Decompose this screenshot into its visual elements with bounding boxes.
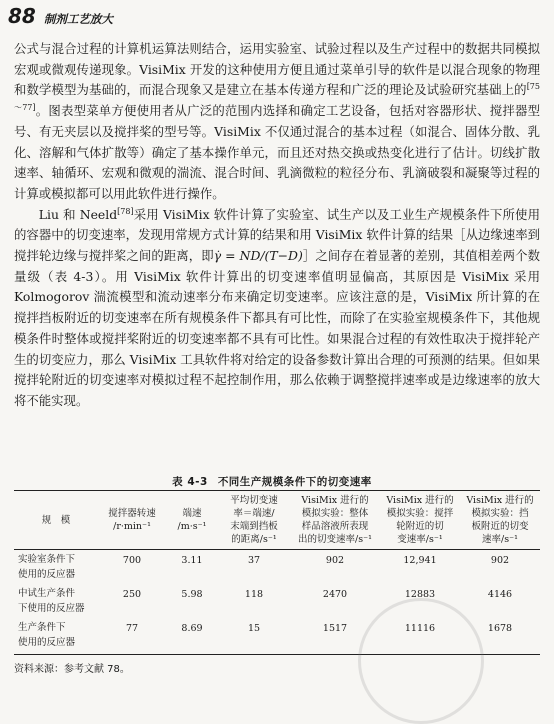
watermark-seal	[358, 598, 484, 724]
table-cell: 700	[122, 555, 142, 566]
table-cell: 12,941	[403, 555, 437, 566]
col-header: VisiMix 进行的 模拟实验：整体 样品溶液所表现 出的切变速率/s⁻¹	[290, 491, 380, 550]
table-cell: 15	[218, 618, 290, 655]
shear-rate-formula: γ̇ = ND/(T−D)	[213, 248, 303, 264]
paragraph-1	[14, 39, 540, 205]
col-header: 搅拌器转速 /r·min⁻¹	[98, 491, 166, 550]
table-cell: 118	[244, 589, 264, 600]
col-header: 平均切变速 率＝端速/ 末端到挡板 的距离/s⁻¹	[218, 491, 290, 550]
row-label: 中试生产条件 下使用的反应器	[18, 588, 85, 614]
col-header: VisiMix 进行的 模拟实验：挡 板附近的切变 速率/s⁻¹	[460, 491, 540, 550]
paragraph-2-text-a: Liu 和 Neeld	[38, 206, 118, 222]
table-cell: 37	[247, 555, 261, 566]
table-header-row	[14, 491, 540, 550]
page-number: 88	[8, 4, 36, 28]
table-source-note: 资料来源：参考文献 78。	[14, 664, 130, 675]
table-cell: 902	[490, 555, 510, 566]
citation-75-77: [75～77]	[14, 82, 540, 113]
table-cell: 12883	[404, 589, 436, 600]
paragraph-1-text-a: 公式与混合过程的计算机运算法则结合，运用实验室、试验过程以及生产过程中的数据共同模拟宏观或微观传递现象。VisiMix 开发的这种使用方便且通过菜单引导的软件是以混合现象的物理和数学模型为基础的，而混合现象又是建立在基本传递方程和广泛的理论及试验研究基础上的	[14, 41, 540, 98]
citation-78: [78]	[117, 206, 134, 216]
col-header: 端速 /m·s⁻¹	[166, 491, 218, 550]
table-cell: 1517	[290, 618, 380, 655]
col-header: 规 模	[14, 491, 98, 550]
paragraph-1-text-b: 。图表型菜单方便使用者从广泛的范围内选择和确定工艺设备，包括对容器形状、搅拌器型号、有无夹层以及搅拌桨的型号等。VisiMix 不仅通过混合的基本过程（如混合、固体分散、乳化、溶解和气体扩散等）确定了基本操作单元，而且还对热交换或热变化进行了估计。切线扩散速率、轴循环、宏观和微观的湍流、混合时间、乳滴微粒的粒径分布、乳滴破裂和凝聚等过程的计算或模拟都可以用此软件进行操作。	[14, 103, 540, 201]
body-text	[14, 39, 540, 412]
book-title: 制剂工艺放大	[43, 12, 113, 26]
table-cell: 11116	[380, 618, 460, 655]
table-cell: 2470	[322, 589, 348, 600]
paragraph-2	[14, 205, 540, 412]
table-cell: 902	[325, 555, 345, 566]
table-row	[14, 550, 540, 585]
paragraph-2-text-c: ］之间存在着显著的差别，其值相差两个数量级（表 4-3）。用 VisiMix 软件计算出的切变速率值明显偏高，其原因是 VisiMix 采用 Kolmogorov 湍流模型和流动速率分布来确定切变速率。应该注意的是，VisiMix 所计算的在搅拌挡板附近的切变速率在所有规模条件下都具有可比性，而除了在实验室规模条件下，其他规模条件时整体或搅拌桨附近的切变速率都不具有可比性。如果混合过程的有效性取决于搅拌轮产生的切变应力，那么 VisiMix 工具软件将对给定的设备参数计算出合理的可预测的结果。但如果搅拌轮附近的切变速率对模拟过程不起控制作用，那么依赖于调整搅拌速率或是边缘速率的放大将不能实现。	[14, 248, 541, 408]
table-title: 不同生产规模条件下的切变速率	[217, 476, 372, 488]
table-cell: 8.69	[166, 618, 218, 655]
table-number: 表 4-3	[172, 476, 208, 488]
running-header	[8, 4, 113, 26]
col-header: VisiMix 进行的 模拟实验：搅拌 轮附近的切 变速率/s⁻¹	[380, 491, 460, 550]
table-cell: 77	[98, 618, 166, 655]
table-cell: 1678	[460, 618, 540, 655]
row-label: 实验室条件下 使用的反应器	[18, 554, 76, 580]
table-cell: 3.11	[181, 555, 203, 566]
table-cell: 4146	[487, 589, 513, 600]
paragraph-2-text-b: 采用 VisiMix 软件计算了实验室、试生产以及工业生产规模条件下所使用的容器中的切变速率，发现用常规方式计算的结果和用 VisiMix 软件计算的结果［从边缘速率到搅拌轮边缘与搅拌桨之间的距离，即	[14, 206, 541, 264]
table-cell: 5.98	[181, 589, 203, 600]
table-cell: 250	[122, 589, 142, 600]
row-label: 生产条件下 使用的反应器	[14, 618, 98, 655]
table-caption	[0, 474, 554, 489]
